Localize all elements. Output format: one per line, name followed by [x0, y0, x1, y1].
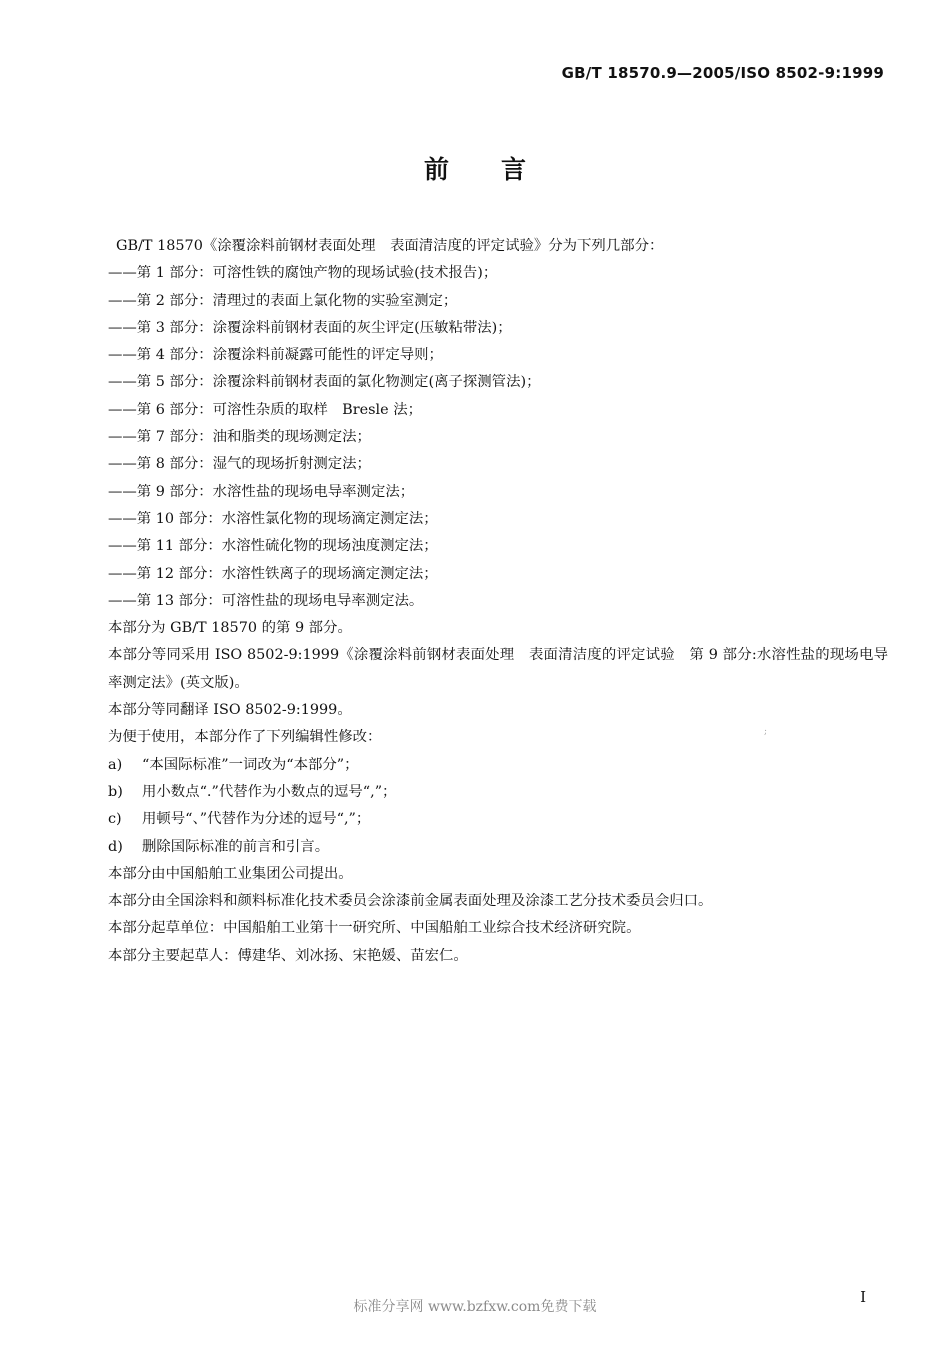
edit-text: 用小数点“.”代替作为小数点的逗号“,”； — [142, 783, 397, 800]
managed-by-paragraph: 本部分由全国涂料和颜料标准化技术委员会涂漆前金属表面处理及涂漆工艺分技术委员会归口。 — [108, 893, 713, 910]
part-list-item: ——第 7 部分：油和脂类的现场测定法； — [108, 429, 371, 446]
edit-letter: d) — [108, 838, 123, 855]
intro-paragraph: GB/T 18570《涂覆涂料前钢材表面处理 表面清洁度的评定试验》分为下列几部分： — [116, 238, 664, 254]
edit-letter: c) — [108, 811, 122, 828]
edit-text: “本国际标准”一词改为“本部分”； — [142, 756, 359, 773]
part-list-item: ——第 12 部分：水溶性铁离子的现场滴定测定法； — [108, 565, 438, 582]
standard-code: GB/T 18570.9—2005/ISO 8502-9:1999 — [561, 64, 884, 82]
part-list-item: ——第 4 部分：涂覆涂料前凝露可能性的评定导则； — [108, 347, 443, 364]
part-list-item: ——第 13 部分：可溶性盐的现场电导率测定法。 — [108, 592, 424, 609]
drafters-paragraph: 本部分主要起草人：傅建华、刘冰扬、宋艳媛、苗宏仁。 — [108, 947, 468, 964]
edit-text: 删除国际标准的前言和引言。 — [142, 838, 330, 855]
part-of-paragraph: 本部分为 GB/T 18570 的第 9 部分。 — [108, 620, 352, 637]
edit-list-item — [108, 834, 888, 861]
part-list-item: ——第 3 部分：涂覆涂料前钢材表面的灰尘评定(压敏粘带法)； — [108, 319, 512, 336]
edits-intro-paragraph: 为便于使用，本部分作了下列编辑性修改： — [108, 729, 382, 746]
edit-letter: a) — [108, 756, 123, 773]
part-list-item: ——第 6 部分：可溶性杂质的取样 Bresle 法； — [108, 401, 422, 418]
part-list-item: ——第 10 部分：水溶性氯化物的现场滴定测定法； — [108, 510, 438, 527]
page-title: 前言 — [423, 155, 578, 184]
foreword-body — [108, 233, 888, 970]
part-list-item: ——第 1 部分：可溶性铁的腐蚀产物的现场试验(技术报告)； — [108, 265, 498, 282]
edit-letter: b) — [108, 783, 123, 800]
edit-list-item — [108, 752, 888, 779]
page-number: I — [860, 1288, 866, 1306]
part-list-item: ——第 5 部分：涂覆涂料前钢材表面的氯化物测定(离子探测管法)； — [108, 374, 541, 391]
proposed-by-paragraph: 本部分由中国船舶工业集团公司提出。 — [108, 865, 353, 882]
drafting-units-paragraph: 本部分起草单位：中国船舶工业第十一研究所、中国船舶工业综合技术经济研究院。 — [108, 920, 641, 937]
translation-paragraph: 本部分等同翻译 ISO 8502-9:1999。 — [108, 702, 352, 719]
part-list-item: ——第 11 部分：水溶性硫化物的现场浊度测定法； — [108, 538, 438, 555]
edit-text: 用顿号“、”代替作为分述的逗号“,”； — [142, 811, 371, 828]
edit-list-item — [108, 779, 888, 806]
edit-list-item — [108, 806, 888, 833]
watermark: 标准分享网 www.bzfxw.com免费下载 — [353, 1299, 597, 1315]
part-list-item: ——第 2 部分：清理过的表面上氯化物的实验室测定； — [108, 292, 458, 309]
part-list-item: ——第 9 部分：水溶性盐的现场电导率测定法； — [108, 483, 415, 500]
scan-speck: ; — [764, 727, 768, 737]
part-list-item: ——第 8 部分：湿气的现场折射测定法； — [108, 456, 371, 473]
adoption-paragraph: 本部分等同采用 ISO 8502-9:1999《涂覆涂料前钢材表面处理 表面清洁度的评定试验 第 9 部分:水溶性盐的现场电导率测定法》(英文版)。 — [108, 647, 888, 691]
